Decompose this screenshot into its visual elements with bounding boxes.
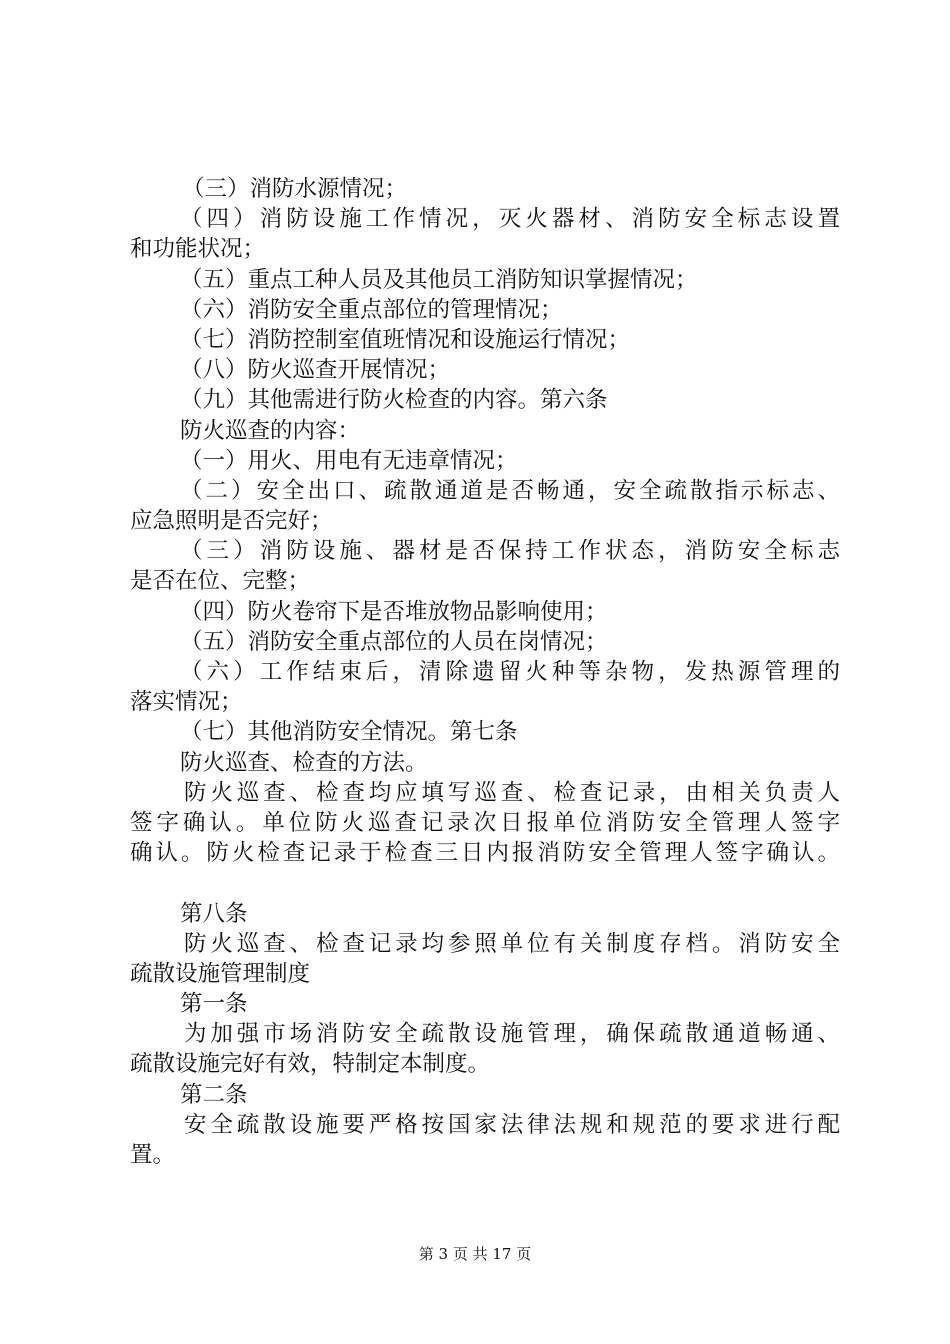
text-line: 防火巡查的内容：: [180, 417, 361, 444]
text-line: 置。: [130, 1142, 176, 1168]
text-line: （六）工作结束后，清除遗留火种等杂物，发热源管理的: [180, 659, 840, 685]
text-line: （九）其他需进行防火检查的内容。第六条: [180, 387, 608, 414]
text-line: （三）消防设施、器材是否保持工作状态，消防安全标志: [180, 538, 840, 565]
text-line: 第八条: [180, 900, 248, 927]
text-line: 应急照明是否完好；: [130, 508, 333, 535]
text-line: （三）消防水源情况；: [182, 176, 408, 202]
text-line: 确认。防火检查记录于检查三日内报消防安全管理人签字确认。: [130, 840, 840, 867]
text-line: 第二条: [180, 1081, 248, 1108]
text-line: 防火巡查、检查的方法。: [180, 749, 428, 776]
text-line: （六）消防安全重点部位的管理情况；: [180, 296, 563, 323]
blank-line: [130, 868, 840, 898]
text-line: （五）重点工种人员及其他员工消防知识掌握情况；: [180, 266, 698, 293]
text-line: 落实情况；: [130, 689, 243, 716]
text-line: 防火巡查、检查均应填写巡查、检查记录，由相关负责人: [184, 779, 840, 806]
document-body: [130, 174, 840, 1170]
text-line: 是否在位、完整；: [130, 568, 311, 595]
text-line: 为加强市场消防安全疏散设施管理，确保疏散通道畅通、: [184, 1021, 840, 1048]
text-line: 签字确认。单位防火巡查记录次日报单位消防安全管理人签字: [130, 809, 840, 836]
text-line: 第一条: [180, 991, 248, 1018]
text-line: （八）防火巡查开展情况；: [180, 357, 451, 384]
text-line: （一）用火、用电有无违章情况；: [180, 447, 518, 474]
page-number-footer: 第 3 页 共 17 页: [418, 1245, 532, 1263]
text-line: （五）消防安全重点部位的人员在岗情况；: [180, 628, 608, 655]
text-line: （七）其他消防安全情况。第七条: [180, 719, 518, 746]
text-line: 疏散设施管理制度: [130, 960, 311, 987]
text-line: 疏散设施完好有效，特制定本制度。: [130, 1051, 491, 1078]
text-line: （四）防火卷帘下是否堆放物品影响使用；: [180, 598, 608, 625]
text-line: （七）消防控制室值班情况和设施运行情况；: [180, 326, 631, 353]
text-line: （二）安全出口、疏散通道是否畅通，安全疏散指示标志、: [180, 477, 840, 504]
text-line: 安全疏散设施要严格按国家法律法规和规范的要求进行配: [184, 1111, 840, 1138]
text-line: 防火巡查、检查记录均参照单位有关制度存档。消防安全: [184, 930, 840, 957]
text-line: （四）消防设施工作情况，灭火器材、消防安全标志设置: [180, 206, 840, 233]
text-line: 和功能状况；: [130, 236, 266, 263]
